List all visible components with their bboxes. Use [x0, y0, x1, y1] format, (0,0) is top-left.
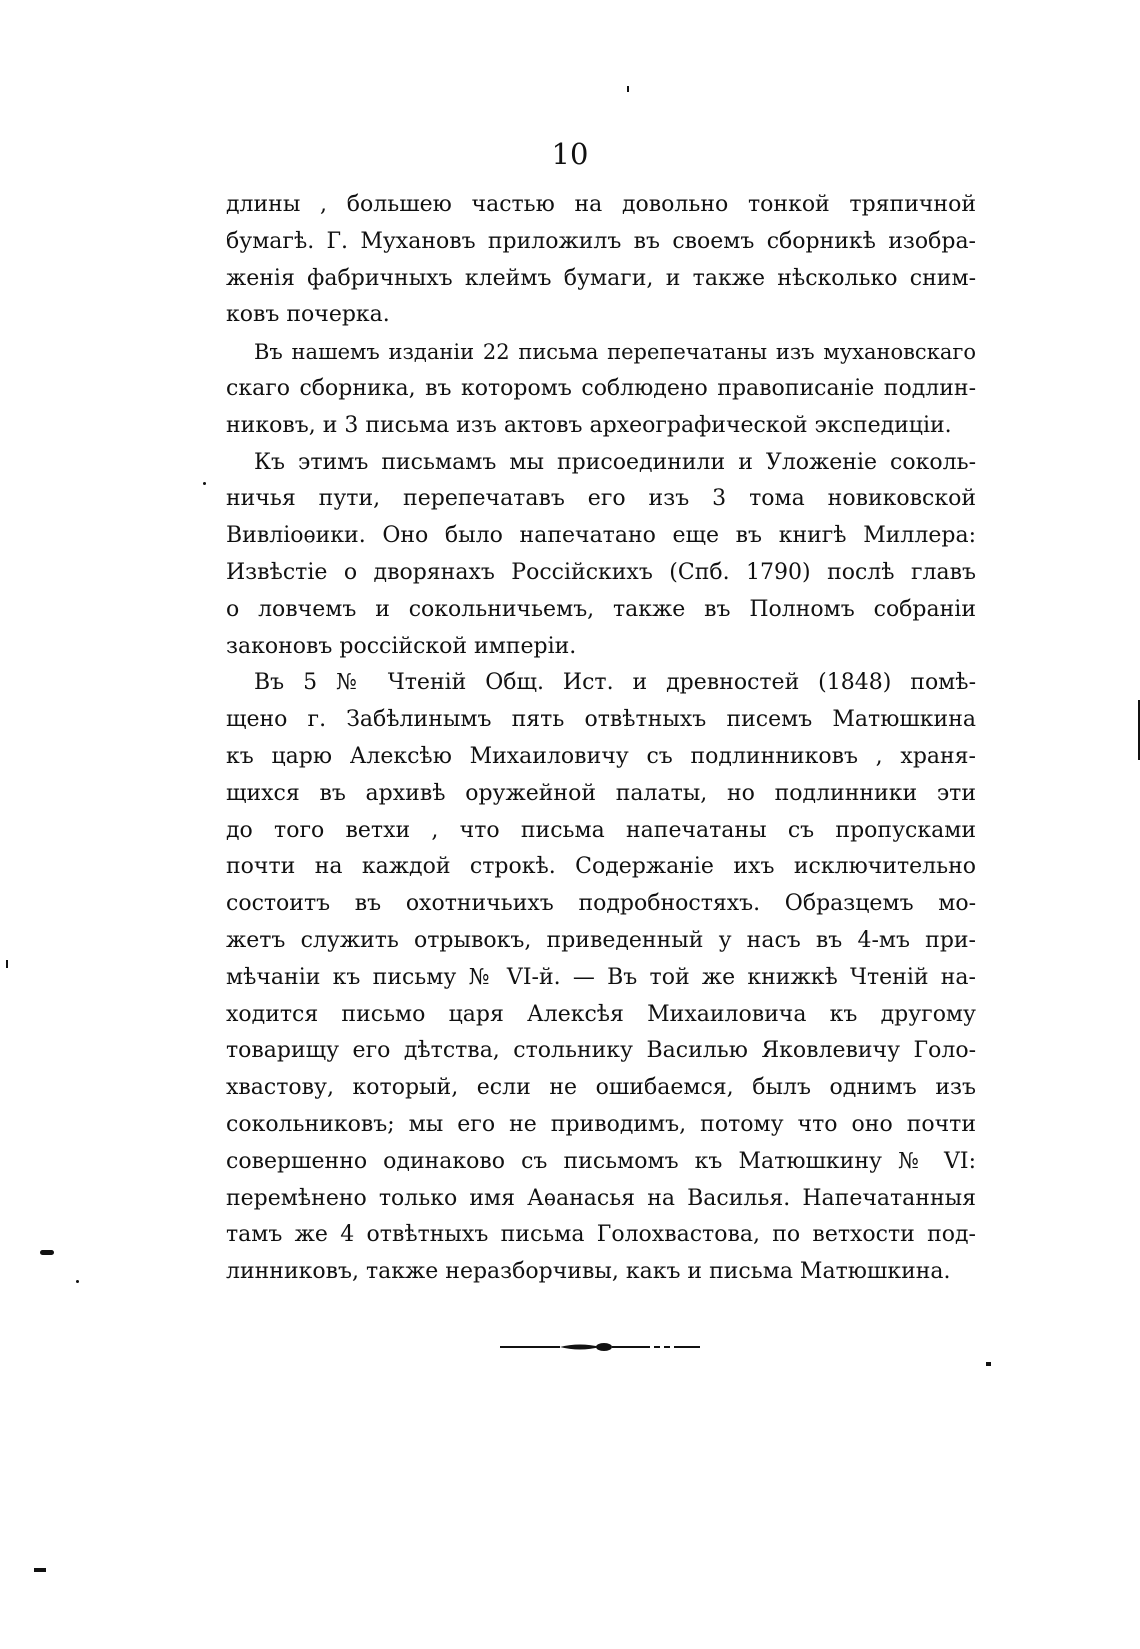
scan-speck [40, 1250, 54, 1255]
text-line: длины , большею частью на довольно тонкой тряпичной [226, 192, 976, 217]
text-line: ничья пути, перепечатавъ его изъ 3 тома новиковской [226, 486, 976, 512]
text-line: ходится письмо царя Алексѣя Михаиловича къ другому [226, 1001, 976, 1027]
text-line: до того ветхи , что письма напечатаны съ пропусками [226, 817, 976, 843]
text-line: состоитъ въ охотничьихъ подробностяхъ. Образцемъ мо- [226, 891, 976, 917]
text-line: Въ 5 № Чтеній Общ. Ист. и древностей (1848) помѣ- [254, 670, 976, 696]
text-line: законовъ россійской имперіи. [226, 633, 577, 659]
text-line: щихся въ архивѣ оружейной палаты, но подлинники эти [226, 780, 976, 806]
text-line: бумагѣ. Г. Мухановъ приложилъ въ своемъ сборникѣ изобра- [226, 228, 976, 254]
text-line: тамъ же 4 отвѣтныхъ письма Голохвастова, по ветхости под- [226, 1222, 976, 1248]
text-line: Вивліоѳики. Оно было напечатано еще въ книгѣ Миллера: [226, 523, 976, 549]
body-text [226, 187, 976, 1291]
scan-speck [627, 86, 629, 92]
text-line: товарищу его дѣтства, стольнику Василью Яковлевичу Голо- [226, 1038, 976, 1064]
text-line: линниковъ, также неразборчивы, какъ и письма Матюшкина. [226, 1259, 951, 1285]
text-line: почти на каждой строкѣ. Содержаніе ихъ исключительно [226, 854, 976, 880]
text-line: скаго сборника, въ которомъ соблюдено правописаніе подлин- [226, 375, 976, 401]
scan-speck [203, 482, 206, 485]
scan-speck [34, 1568, 46, 1572]
text-line: жетъ служить отрывокъ, приведенный у насъ въ 4-мъ при- [226, 927, 976, 953]
text-line: никовъ, и 3 письма изъ актовъ археографической экспедиціи. [226, 412, 952, 438]
text-line: Въ нашемъ изданіи 22 письма перепечатаны изъ мухановскаго [254, 340, 976, 365]
scan-speck [986, 1362, 991, 1366]
page-number: 10 [551, 137, 589, 171]
text-line: ковъ почерка. [226, 302, 390, 328]
text-line: о ловчемъ и сокольничьемъ, также въ Полномъ собраніи [226, 596, 976, 622]
text-line: мѣчаніи къ письму № VI-й. — Въ той же книжкѣ Чтеній на- [226, 964, 976, 990]
text-line: хвастову, который, если не ошибаемся, былъ однимъ изъ [226, 1075, 976, 1101]
ornament-divider [500, 1341, 700, 1353]
text-line: Къ этимъ письмамъ мы присоединили и Уложеніе соколь- [254, 449, 976, 475]
text-line: Извѣстіе о дворянахъ Россійскихъ (Спб. 1790) послѣ главъ [226, 559, 976, 585]
text-line: къ царю Алексѣю Михаиловичу съ подлинниковъ , храня- [226, 743, 976, 769]
text-line: совершенно одинаково съ письмомъ къ Матюшкину № VI: [226, 1148, 976, 1174]
text-line: сокольниковъ; мы его не приводимъ, потому что оно почти [226, 1111, 976, 1137]
text-line: щено г. Забѣлинымъ пять отвѣтныхъ писемъ Матюшкина [226, 707, 976, 733]
text-line: женія фабричныхъ клеймъ бумаги, и также нѣсколько сним- [226, 265, 976, 291]
text-line: перемѣнено только имя Аѳанасья на Василья. Напечатанныя [226, 1185, 976, 1211]
scan-speck [76, 1280, 79, 1283]
scan-speck [6, 960, 8, 968]
